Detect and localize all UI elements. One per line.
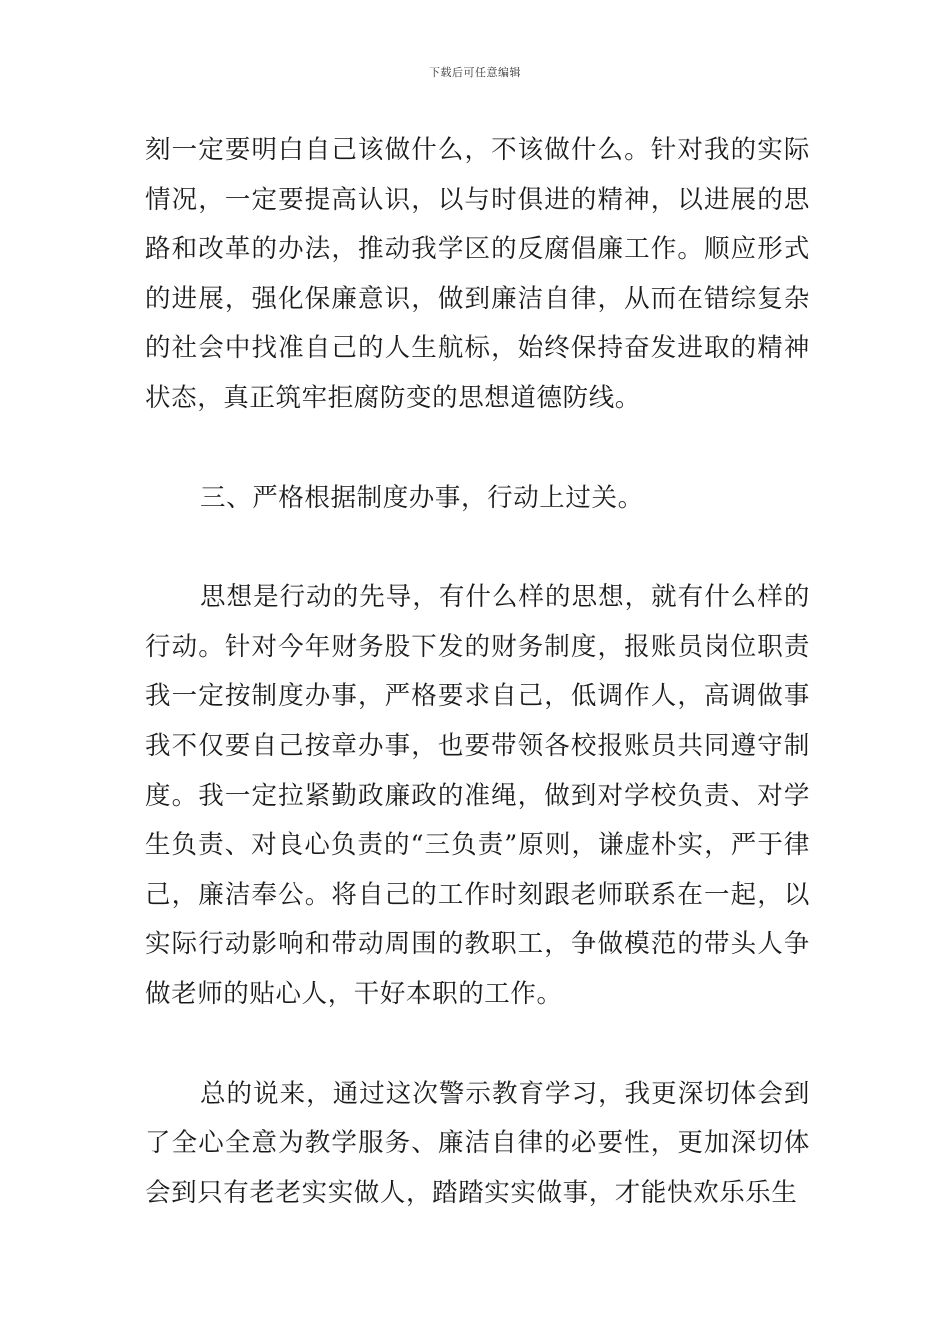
paragraph-action: 思想是行动的先导，有什么样的思想，就有什么样的行动。针对今年财务股下发的财务制度，报账员岗位职责我一定按制度办事，严格要求自己，低调作人，高调做事我不仅要自己按章办事，也要带领各校报账员共同遵守制度。我一定拉紧勤政廉政的准绳，做到对学校负责、对学生负责、对良心负责的“三负责”原则，谦虚朴实，严于律己，廉洁奉公。将自己的工作时刻跟老师联系在一起，以实际行动影响和带动周围的教职工，争做模范的带头人争做老师的贴心人，干好本职的工作。	[145, 582, 810, 1009]
paragraph-continuation: 刻一定要明白自己该做什么，不该做什么。针对我的实际情况，一定要提高认识，以与时俱进的精神，以进展的思路和改革的办法，推动我学区的反腐倡廉工作。顺应形式的进展，强化保廉意识，做到廉洁自律，从而在错综复杂的社会中找准自己的人生航标，始终保持奋发进取的精神状态，真正筑牢拒腐防变的思想道德防线。	[145, 135, 810, 413]
document-body	[145, 126, 810, 1218]
paragraph-summary: 总的说来，通过这次警示教育学习，我更深切体会到了全心全意为教学服务、廉洁自律的必要性，更加深切体会到只有老老实实做人，踏踏实实做事，才能快欢乐乐生	[145, 1078, 810, 1208]
header-note: 下载后可任意编辑	[429, 66, 521, 79]
section-heading: 三、严格根据制度办事，行动上过关。	[200, 482, 644, 513]
